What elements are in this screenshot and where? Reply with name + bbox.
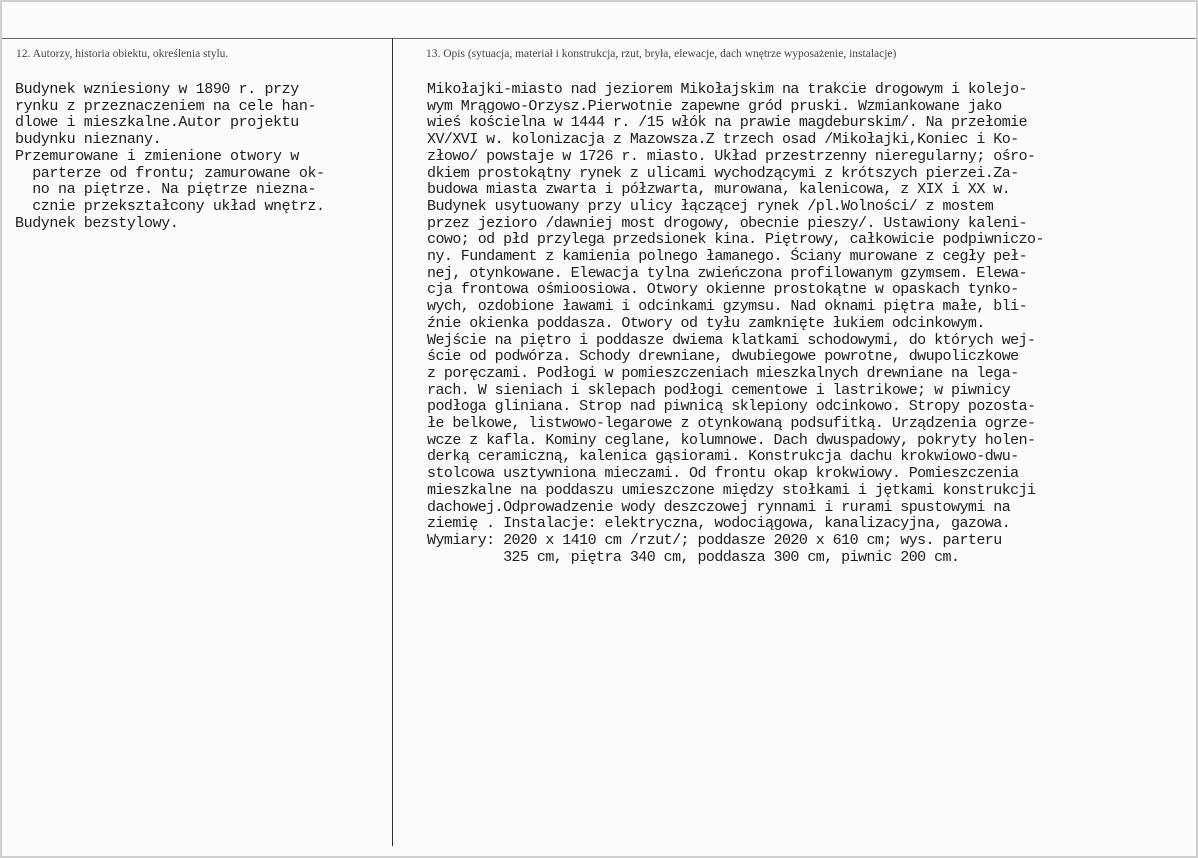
section-13-header: 13. Opis (sytuacja, materiał i konstrukcja, rzut, bryła, elewacje, dach wnętrze wyposażenie, instalacje) xyxy=(426,48,897,60)
header-divider xyxy=(2,38,1196,39)
section-13-text: Mikołajki-miasto nad jeziorem Mikołajskim na trakcie drogowym i kolejo- wym Mrągowo-Orzysz.Pierwotnie zapewne gród pruski. Wzmiankowane jako wieś kościelna w 1444 r. /15 włók na prawie magdeburskim/. Na przełomie XV/XVI w. kolonizacja z Mazowsza.Z trzech osad /Mikołajki,Koniec i Ko- złowo/ powstaje w 1726 r. miasto. Układ przestrzenny nieregularny; ośro- dkiem prostokątny rynek z ulicami wychodzącymi z krótszych pierzei.Za- budowa miasta zwarta i półzwarta, murowana, kalenicowa, z XIX i XX w. Budynek usytuowany przy ulicy łączącej rynek /pl.Wolności/ z mostem przez jezioro /dawniej most drogowy, obecnie pieszy/. Ustawiony kaleni- cowo; od płd przylega przedsionek kina. Piętrowy, całkowicie podpiwniczo- ny. Fundament z kamienia polnego łamanego. Ściany murowane z cegły peł- nej, otynkowane. Elewacja tylna zwieńczona profilowanym gzymsem. Elewa- cja frontowa ośmioosiowa. Otwory okienne prostokątne w opaskach tynko- wych, ozdobione ławami i odcinkami gzymsu. Nad oknami piętra małe, bli- źnie okienka poddasza. Otwory od tyłu zamknięte łukiem odcinkowym. Wejście na piętro i poddasze dwiema klatkami schodowymi, do których wej- ście od podwórza. Schody drewniane, dwubiegowe powrotne, dwupoliczkowe z poręczami. Podłogi w pomieszczeniach mieszkalnych drewniane na lega- rach. W sieniach i sklepach podłogi cementowe i lastrikowe; w piwnicy podłoga gliniana. Strop nad piwnicą sklepiony odcinkowo. Stropy pozosta- łe belkowe, listwowo-legarowe z otynkowaną podsufitką. Urządzenia ogrze- wcze z kafla. Kominy ceglane, kolumnowe. Dach dwuspadowy, pokryty holen- derką ceramiczną, kalenica gąsiorami. Konstrukcja dachu krokwiowo-dwu- stolcowa usztywniona mieczami. Od frontu okap krokwiowy. Pomieszczenia mieszkalne na poddaszu umieszczone między stołkami i jętkami konstrukcji dachowej.Odprowadzenie wody deszczowej rynnami i rurami spustowymi na ziemię . Instalacje: elektryczna, wodociągowa, kanalizacyjna, gazowa. Wymiary: 2020 x 1410 cm /rzut/; poddasze 2020 x 610 cm; wys. parteru 325 cm, piętra 340 cm, poddasza 300 cm, piwnic 200 cm. xyxy=(427,81,1044,566)
record-card xyxy=(2,2,1196,856)
section-12-text: Budynek wzniesiony w 1890 r. przy rynku z przeznaczeniem na cele han- dlowe i mieszkalne.Autor projektu budynku nieznany. Przemurowane i zmienione otwory w parterze od frontu; zamurowane ok- no na piętrze. Na piętrze niezna- cznie przekształcony układ wnętrz. Budynek bezstylowy. xyxy=(15,81,325,232)
section-12-header: 12. Autorzy, historia obiektu, określenia stylu. xyxy=(16,48,229,60)
column-divider xyxy=(392,38,393,846)
